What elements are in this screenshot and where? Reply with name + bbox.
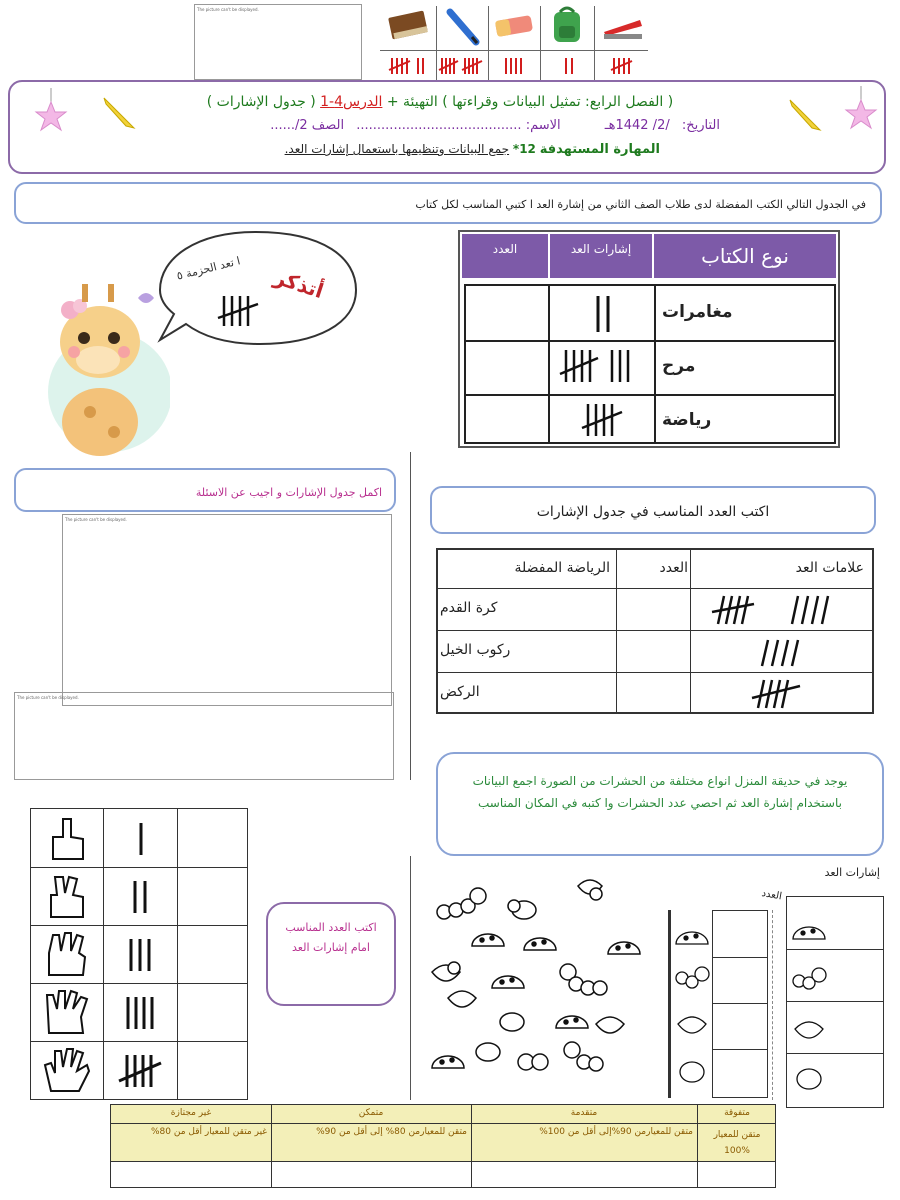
hand-three-fingers-icon — [41, 931, 93, 979]
books-tally-table — [458, 230, 840, 448]
count-input-sport[interactable] — [470, 400, 544, 440]
date-label: التاريخ: — [681, 118, 720, 133]
giraffe-illustration — [30, 262, 170, 462]
lesson-header — [8, 80, 886, 174]
rubric-mark-advanced[interactable] — [473, 1163, 695, 1187]
remember-caption: ا تعد الحزمة ٥ — [175, 254, 242, 283]
q1-instruction-box — [14, 182, 882, 224]
pencil-ornament-icon — [100, 92, 140, 132]
q1-instruction: في الجدول التالي الكتب المفضلة لدى طلاب الصف الثاني من إشارة العد ا كتبي المناسب لكل كتاب — [415, 198, 866, 211]
column-divider — [410, 452, 411, 780]
header-tally: إشارات العد — [550, 234, 652, 278]
tally-fun — [558, 344, 648, 388]
image-placeholder-q2: The picture can't be displayed. — [62, 514, 392, 706]
q4-header-count: العدد — [760, 888, 783, 903]
q3-instruction: اكتب العدد المناسب في جدول الإشارات — [536, 504, 770, 520]
rubric-mark-excellent[interactable] — [699, 1163, 775, 1187]
hand-count-input-3[interactable] — [181, 929, 243, 979]
hands-note: اكتب العدد المناسب امام إشارات العد — [285, 921, 377, 954]
tally-five — [117, 1051, 165, 1093]
chapter-line — [150, 94, 730, 110]
remember-tally — [216, 290, 262, 332]
row-fun-label: مرح — [662, 356, 696, 376]
hand-four-fingers-icon — [41, 989, 93, 1037]
row-sport-label: رياضة — [662, 410, 712, 430]
rubric-header-advanced: متقدمة — [570, 1108, 598, 1118]
hands-count-table — [30, 808, 248, 1100]
rubric-header-proficient: متمكن — [358, 1108, 384, 1118]
remember-speech-bubble — [156, 228, 358, 346]
header-tally-marks: علامات العد — [795, 560, 864, 576]
rubric-desc-not-passed: غير متقن للمعيار أقل من 80% — [150, 1127, 267, 1137]
tally-pen — [438, 56, 488, 76]
tally-football — [710, 590, 850, 630]
hand-count-input-4[interactable] — [181, 987, 243, 1037]
name-blank[interactable]: ........................................ — [356, 118, 522, 133]
tally-book — [388, 56, 432, 76]
hand-count-input-5[interactable] — [181, 1045, 243, 1095]
remember-title: أتذكر — [271, 264, 327, 304]
insect-count-table — [712, 910, 768, 1098]
skill-label: المهارة المستهدفة — [539, 142, 660, 157]
header-favorite-sport: الرياضة المفضلة — [514, 560, 610, 576]
lesson-title: ( جدول الإشارات ) — [206, 94, 316, 110]
rubric-header-excellent: متفوقة — [724, 1108, 750, 1118]
insect-count-icons — [672, 916, 712, 1096]
stapler-icon — [600, 12, 646, 42]
hand-count-input-1[interactable] — [181, 813, 243, 863]
q2-instruction-box — [14, 468, 396, 512]
q4-header-tally: إشارات العد — [824, 866, 880, 879]
date-name-grade-line — [160, 118, 720, 133]
count-input-fun[interactable] — [470, 346, 544, 390]
image-placeholder-q2b: The picture can't be displayed. — [14, 692, 394, 780]
header-count-q3: العدد — [659, 560, 688, 576]
q4-instruction-line2: باستخدام إشارة العد ثم احصي عدد الحشرات وا كتبه في المكان المناسب — [478, 796, 842, 810]
book-icon — [386, 8, 432, 44]
q4-instruction-line1: يوجد في حديقة المنزل انواع مختلفة من الحشرات من الصورة اجمع البيانات — [472, 774, 848, 788]
row-running-label: الركض — [440, 684, 480, 700]
tally-backpack — [560, 56, 580, 76]
star-ornament-right-icon — [844, 86, 878, 134]
giraffe-icon — [30, 262, 170, 462]
hand-count-input-2[interactable] — [181, 871, 243, 921]
column-divider-lower — [410, 856, 411, 1100]
rubric-desc-excellent: متقن للمعيار %100 — [713, 1130, 761, 1156]
count-input-horse-riding[interactable] — [620, 634, 686, 670]
rubric-desc-advanced: متقن للمعيارمن 90%إلى أقل من 100% — [539, 1127, 693, 1137]
star-ornament-icon — [34, 88, 68, 136]
lesson-number: الدرس4-1 — [320, 94, 383, 110]
rubric-mark-not-passed[interactable] — [113, 1163, 269, 1187]
tally-one — [127, 819, 157, 859]
hand-five-fingers-icon — [41, 1047, 93, 1095]
tally-three — [123, 935, 159, 975]
tally-two — [127, 877, 157, 917]
rubric-table — [110, 1104, 776, 1188]
chapter-title: ( الفصل الرابع: تمثيل البيانات وقراءتها ) التهيئة + — [386, 94, 674, 110]
insects-picture — [428, 872, 664, 1084]
pen-icon — [442, 6, 482, 46]
rubric-header-not-passed: غير مجتازة — [170, 1108, 212, 1118]
books-table-body — [464, 284, 836, 444]
eraser-icon — [492, 10, 536, 40]
name-label: الاسم: — [525, 118, 561, 133]
count-input-running[interactable] — [620, 676, 686, 710]
hand-two-fingers-icon — [41, 873, 93, 921]
row-adventure-label: مغامرات — [662, 302, 733, 322]
tally-horse-riding — [754, 634, 814, 672]
header-book-type: نوع الكتاب — [654, 234, 836, 278]
date-value: /2/ 1442هـ — [604, 118, 670, 133]
tally-stapler — [610, 56, 636, 76]
skill-number: 12* — [512, 142, 536, 156]
tally-running — [748, 674, 810, 712]
rubric-mark-proficient[interactable] — [273, 1163, 469, 1187]
skill-line — [210, 142, 660, 157]
insects-icon — [428, 872, 664, 1084]
tally-adventure — [576, 292, 636, 336]
header-count: العدد — [462, 234, 548, 278]
sports-tally-table — [436, 548, 874, 714]
row-horse-riding-label: ركوب الخيل — [440, 642, 511, 658]
tally-eraser — [502, 56, 528, 76]
row-football-label: كرة القدم — [440, 600, 498, 616]
insect-tally-table — [786, 896, 884, 1108]
insect-tally-icons — [789, 911, 829, 1091]
count-input-football[interactable] — [620, 592, 686, 628]
image-placeholder-top: The picture can't be displayed. — [194, 4, 362, 80]
backpack-icon — [546, 4, 588, 46]
grade-label: الصف 2/...... — [270, 118, 345, 133]
tally-four — [121, 993, 161, 1033]
q3-instruction-box — [430, 486, 876, 534]
tally-sport — [578, 398, 638, 442]
q2-instruction: اكمل جدول الإشارات و اجيب عن الاسئلة — [195, 486, 382, 499]
q4-instruction-box — [436, 752, 884, 856]
count-input-adventure[interactable] — [470, 292, 544, 336]
hands-note-box — [266, 902, 396, 1006]
hand-one-finger-icon — [41, 815, 93, 863]
pencil-ornament-right-icon — [786, 94, 826, 134]
rubric-desc-proficient: متقن للمعيارمن 80% إلى أقل من 90% — [316, 1127, 467, 1137]
supplies-tally-strip — [380, 2, 648, 80]
skill-text: جمع البيانات وتنظيمها باستعمال إشارات العد. — [284, 142, 510, 156]
